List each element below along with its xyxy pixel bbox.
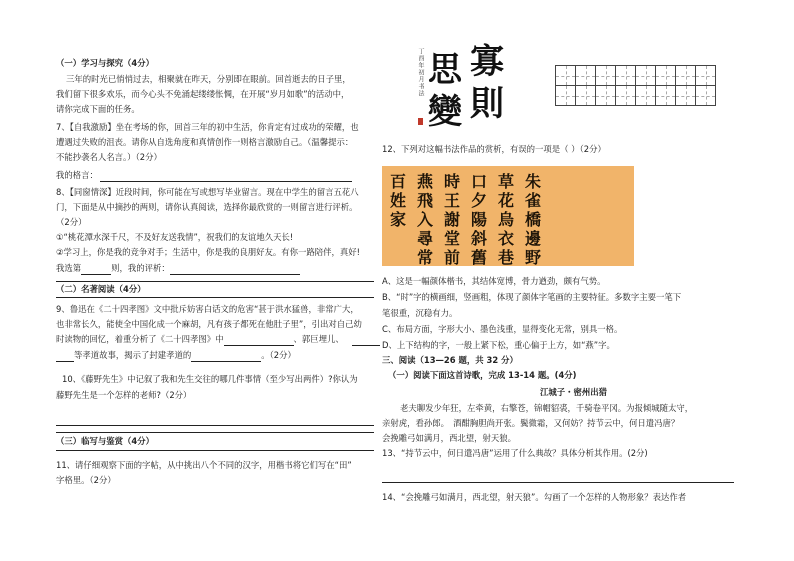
plate-row: 家入謝陽烏橋	[390, 210, 553, 229]
section-2-title: （二）名著阅读（4分）	[56, 284, 146, 294]
q8-choose-line	[56, 262, 300, 275]
grid-cell[interactable]	[555, 65, 576, 86]
reading-subsection-title: （一）阅读下面这首诗歌，完成 13-14 题。(4分)	[388, 370, 577, 380]
grid-cell[interactable]	[695, 65, 716, 86]
q13-answer-line[interactable]	[382, 482, 734, 483]
q8-choice-blank[interactable]	[81, 274, 111, 275]
q8-option-1: ①“桃花潭水深千尺，不及好友送我情”，祝我们的友谊地久天长!	[56, 232, 294, 242]
s1-paragraph-line: 请你完成下面的任务。	[56, 104, 140, 114]
q12-text: 12、下列对这幅书法作品的赏析，有误的一项是（ ）（2分）	[382, 144, 606, 154]
grid-cell[interactable]	[675, 65, 696, 86]
poem-line: 会挽雕弓如满月，西北望，射天狼。	[382, 433, 516, 443]
grid-cell[interactable]	[595, 65, 616, 86]
divider	[56, 432, 374, 433]
q9-text: 也非常长久，能使全中国化成一个麻胡，凡有孩子都死在他肚子里”，引出对自己幼	[56, 319, 362, 329]
q12-option-d: D、上下结构的字，一般上紧下松，重心偏于上方，如“燕”字。	[382, 340, 615, 350]
q9-text: 时读物的回忆，着重分析了《二十四孝图》中	[56, 334, 224, 344]
q10-text: 10、《藤野先生》中记叙了我和先生交往的哪几件事情（至少写出两件）?你认为	[62, 374, 358, 384]
poem-title: 江城子・密州出猎	[540, 387, 607, 397]
s1-paragraph-line: 我们留下很多欢乐，而今心头不免涌起缕缕怅惆，在开展“岁月如歌”的活动中，	[56, 89, 350, 99]
calligraphy-char-3: 則	[470, 84, 504, 124]
grid-cell[interactable]	[615, 65, 636, 86]
q7-text: 不能抄袭名人名言。）（2分）	[56, 152, 162, 162]
calligraphy-inscription: 丁酉年初月书法	[417, 48, 424, 97]
grid-cell[interactable]	[555, 85, 576, 106]
grid-cell[interactable]	[595, 85, 616, 106]
plate-row: 常前舊巷野	[390, 248, 553, 267]
q9-blank-4[interactable]	[191, 361, 261, 362]
q14-text: 14、“会挽雕弓如满月，西北望，射天狼”。勾画了一个怎样的人物形象？表达作者	[382, 492, 687, 502]
divider	[56, 281, 374, 282]
section-3-title: （三）临写与鉴赏（4分）	[56, 436, 154, 446]
grid-cell[interactable]	[655, 65, 676, 86]
q9-text-line4	[56, 349, 296, 362]
grid-cell[interactable]	[635, 65, 656, 86]
section-1-title: （一）学习与探究（4分）	[56, 58, 154, 68]
grid-cell[interactable]	[655, 85, 676, 106]
q9-text: 、郭巨埋儿、	[293, 334, 344, 344]
q9-text: 9、鲁迅在《二十四孝图》文中批斥妨害白话文的危害“甚于洪水猛兽，非常广大，	[56, 304, 359, 314]
grid-cell[interactable]	[695, 85, 716, 106]
calligraphy-plate	[382, 166, 634, 266]
calligraphy-char-4: 變	[428, 92, 462, 132]
q8-text: （2分）	[56, 217, 87, 227]
q8-option-2: ②学习上，你是我的竞争对手；生活中，你是我的良朋好友。有你一路陪伴，真好!	[56, 247, 360, 257]
plate-row: 百燕時口草朱	[390, 172, 553, 191]
q12-option-b: B、“时”字的横画细，竖画粗，体现了颜体字笔画的主要特征。多数字主要一笔下	[382, 292, 682, 302]
q9-text: 等孝道故事，揭示了封建孝道的	[74, 350, 192, 360]
q9-text-line3	[56, 333, 380, 346]
grid-cell[interactable]	[575, 65, 596, 86]
q7-text: 7、【自我激励】坐在考场的你，回首三年的初中生活，你肯定有过成功的荣耀，也	[56, 122, 359, 132]
poem-line: 老夫聊发少年狂，左牵黄，右擎苍，锦帽貂裘，千骑卷平冈。为报倾城随太守，	[400, 403, 694, 413]
q11-text: 字格里。（2分）	[56, 475, 116, 485]
writing-grid[interactable]	[556, 66, 716, 106]
q8-choose-suffix: 则，我的评析：	[111, 263, 170, 273]
q7-answer-line[interactable]	[100, 181, 352, 182]
q10-answer-line[interactable]	[56, 425, 374, 426]
grid-cell[interactable]	[615, 85, 636, 106]
q12-option-c: C、布局方面，字形大小、墨色浅重，显得变化无常，别具一格。	[382, 324, 623, 334]
calligraphy-char-2: 思	[428, 50, 462, 90]
reading-section-title: 三、阅读（13—26 题，共 32 分）	[382, 355, 518, 365]
q12-option-b-cont: 笔很重，沉稳有力。	[382, 308, 458, 318]
q9-blank-1[interactable]	[224, 345, 294, 346]
q12-option-a: A、这是一幅颜体楷书，其结体宽博，骨力遒劲，颇有气势。	[382, 276, 606, 286]
q10-text: 藤野先生是一个怎样的老师?（2分）	[56, 390, 192, 400]
q9-blank-2[interactable]	[352, 345, 380, 346]
q8-text: 门，下面是从中摘抄的两则，请你认真阅读，选择你最欣赏的一则留言进行评析。	[56, 202, 358, 212]
q11-text: 11、请仔细观察下面的字帖，从中挑出八个不同的汉字，用楷书将它们写在“田”	[56, 460, 352, 470]
grid-cell[interactable]	[635, 85, 656, 106]
seal-stamp	[418, 118, 423, 125]
grid-cell[interactable]	[575, 85, 596, 106]
q8-text: 8、【同窗情深】近段时间，你可能在写或想写毕业留言。现在中学生的留言五花八	[56, 187, 359, 197]
plate-row: 尋堂斜衣邊	[390, 229, 553, 248]
q8-comment-blank[interactable]	[170, 274, 300, 275]
plate-row: 姓飛王夕花雀	[390, 191, 553, 210]
s1-paragraph-line: 三年的时光已悄悄过去，相聚就在昨天，分别即在眼前。回首逝去的日子里，	[66, 74, 351, 84]
divider	[56, 450, 374, 451]
q7-answer-label: 我的格言：	[56, 170, 98, 180]
poem-line: 亲射虎，看孙郎。 酒酣胸胆尚开张。鬓微霜，又何妨？持节云中，何日遣冯唐？	[382, 418, 680, 428]
q8-choose-prefix: 我选第	[56, 263, 82, 273]
divider	[56, 297, 374, 298]
q13-text: 13、“持节云中，何日遣冯唐”运用了什么典故？具体分析其作用。(2分)	[382, 448, 648, 458]
q9-blank-3[interactable]	[56, 361, 74, 362]
q9-score: 。（2分）	[261, 350, 296, 360]
q7-text: 遭遇过失败的沮丧。请你从自选角度和真情创作一则格言激励自己。（温馨提示：	[56, 137, 354, 147]
grid-cell[interactable]	[675, 85, 696, 106]
calligraphy-char-1: 寡	[470, 42, 504, 82]
